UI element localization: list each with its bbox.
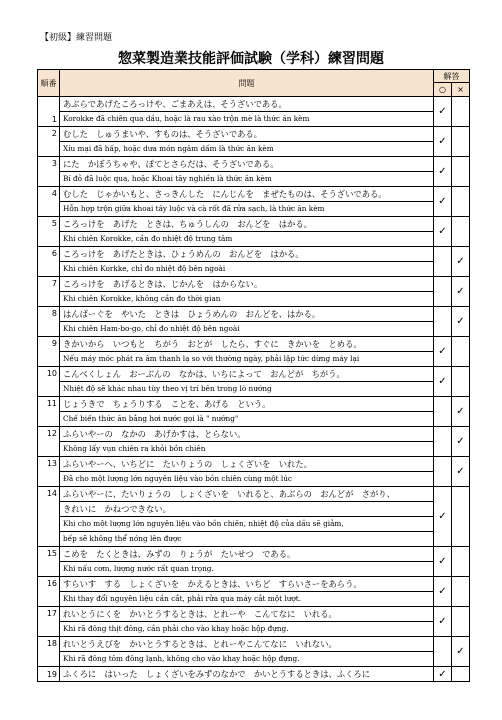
answer-wrong-cell (452, 457, 470, 487)
check-mark-icon: ✓ (456, 406, 465, 417)
answer-wrong-cell (452, 367, 470, 397)
check-mark-icon: ✓ (438, 226, 447, 237)
answer-correct-cell (434, 337, 452, 367)
table-row (38, 337, 470, 352)
table-row (38, 187, 470, 202)
check-mark-icon: ✓ (438, 196, 447, 207)
table-row (38, 382, 470, 397)
table-row (38, 367, 470, 382)
answer-wrong-cell (452, 487, 470, 547)
answer-wrong-cell (452, 307, 470, 337)
table-row (38, 307, 470, 322)
question-text-jp: にた かぼうちゃや、ぽてとさらだは、そうざいである。 (60, 157, 434, 172)
check-mark-icon: ✓ (456, 646, 465, 657)
table-row (38, 517, 470, 532)
question-text-jp: むした しゅうまいや、すものは、そうざいである。 (60, 127, 434, 142)
question-number: 18 (38, 637, 60, 667)
table-row (38, 562, 470, 577)
question-text-jp: こめを たくときは、みずの りょうが たいせつ である。 (60, 547, 434, 562)
question-text-jp: はんばーぐを やいた ときは ひょうめんの おんどを、はかる。 (60, 307, 434, 322)
question-number: 16 (38, 577, 60, 607)
question-text-vi: Hỗn hợp trộn giữa khoai tây luộc và cà rốt đã rửa sạch, là thức ăn kèm (60, 202, 434, 217)
question-text-vi: Không lấy vụn chiên ra khỏi bồn chiên (60, 442, 434, 457)
question-text-vi: Khi chiên Korokke, cần đo nhiệt độ trung tâm (60, 232, 434, 247)
question-text-jp: ころっけを あげるときは、じかんを はからない。 (60, 277, 434, 292)
answer-wrong-cell (452, 607, 470, 637)
question-number: 12 (38, 427, 60, 457)
table-row (38, 412, 470, 427)
check-mark-icon: ✓ (438, 616, 447, 627)
question-text-vi: bếp sẽ không thể nóng lên được (60, 532, 434, 547)
answer-correct-cell (434, 487, 452, 547)
table-row (38, 127, 470, 142)
question-text-vi: Chế biến thức ăn bằng hơi nước gọi là " nướng" (60, 412, 434, 427)
table-row (38, 532, 470, 547)
table-row (38, 637, 470, 652)
table-row (38, 292, 470, 307)
question-text-vi: Khi chiên Korkke, chỉ đo nhiệt độ bên ngoài (60, 262, 434, 277)
question-text-vi: Khi nấu cơm, lượng nước rất quan trọng. (60, 562, 434, 577)
question-text-jp: ころっけを あげたときは、ひょうめんの おんどを はかる。 (60, 247, 434, 262)
answer-wrong-cell (452, 577, 470, 607)
question-text-vi: Khi chiên Korokke, không cần đo thời gian (60, 292, 434, 307)
check-mark-icon: ✓ (456, 436, 465, 447)
answer-correct-cell (434, 367, 452, 397)
document-title: 惣菜製造業技能評価試験（学科）練習問題 (118, 51, 384, 67)
table-row (38, 457, 470, 472)
question-text-jp: ふらいやーに、たいりょうの しょくざいを いれると、あぶらの おんどが さがり、 (60, 487, 434, 502)
question-text-jp: きかいから いつもと ちがう おとが したら、すぐに きかいを とめる。 (60, 337, 434, 352)
answer-wrong-cell (452, 637, 470, 667)
table-row (38, 322, 470, 337)
question-text-jp: むした じゃかいもと、さっきんした にんじんを まぜたものは、そうざいである。 (60, 187, 434, 202)
check-mark-icon: ✓ (438, 376, 447, 387)
table-row (38, 547, 470, 562)
answer-correct-cell (434, 187, 452, 217)
table-row (38, 607, 470, 622)
table-row (38, 277, 470, 292)
table-row (38, 502, 470, 517)
answer-correct-cell (434, 547, 452, 577)
table-row (38, 667, 470, 682)
question-number: 4 (38, 187, 60, 217)
table-row (38, 397, 470, 412)
table-row (38, 442, 470, 457)
answer-correct-cell (434, 427, 452, 457)
question-text-jp: ふくろに はいった しょくざいをみずのなかで かいとうするときは、ふくろに (60, 667, 434, 682)
question-text-jp: すらいす する しょくざいを かえるときは、いちど すらいさーをあらう。 (60, 577, 434, 592)
question-text-vi: Khi chiên Ham-bo-go, chỉ đo nhiệt độ bên ngoài (60, 322, 434, 337)
answer-wrong-cell (452, 667, 470, 682)
check-mark-icon: ✓ (438, 586, 447, 597)
answer-correct-cell (434, 577, 452, 607)
answer-correct-cell (434, 457, 452, 487)
question-number: 10 (38, 367, 60, 397)
answer-correct-cell (434, 307, 452, 337)
answer-correct-cell (434, 607, 452, 637)
answer-correct-cell (434, 157, 452, 187)
answer-wrong-cell (452, 217, 470, 247)
question-text-vi: Korokke đã chiên qua dầu, hoặc là rau xào trộn mè là thức ăn kèm (60, 112, 434, 127)
question-text-jp: れいとうえびを かいとうするときは、とれーやこんてなに いれない。 (60, 637, 434, 652)
answer-wrong-cell (452, 157, 470, 187)
header-correct: ○ (434, 83, 452, 97)
question-number: 5 (38, 217, 60, 247)
check-mark-icon: ✓ (438, 136, 447, 147)
question-text-vi: Khi thay đổi nguyên liệu cần cắt, phải rửa qua máy cắt một lượt. (60, 592, 434, 607)
answer-wrong-cell (452, 427, 470, 457)
table-row (38, 487, 470, 502)
question-number: 6 (38, 247, 60, 277)
check-mark-icon: ✓ (438, 556, 447, 567)
question-number: 14 (38, 487, 60, 547)
table-row (38, 577, 470, 592)
header-question: 問題 (60, 70, 434, 97)
question-number: 1 (38, 97, 60, 127)
question-text-jp: ふらいやーの なかの あげかすは、とらない。 (60, 427, 434, 442)
question-text-vi: Nếu máy móc phát ra âm thanh lạ so với thường ngày, phải lập tức dừng máy lại (60, 352, 434, 367)
table-row (38, 202, 470, 217)
question-number: 2 (38, 127, 60, 157)
answer-correct-cell (434, 397, 452, 427)
question-text-jp: ふらいやーへ、いちどに たいりょうの しょくざいを いれた。 (60, 457, 434, 472)
table-row (38, 112, 470, 127)
question-list (38, 97, 470, 682)
check-mark-icon: ✓ (438, 106, 447, 117)
check-mark-icon: ✓ (456, 286, 465, 297)
question-number: 17 (38, 607, 60, 637)
table-row (38, 652, 470, 667)
header-answer: 解答 (434, 70, 470, 83)
table-row (38, 97, 470, 112)
level-tag: 【初級】練習問題 (40, 33, 113, 43)
answer-wrong-cell (452, 127, 470, 157)
question-text-vi: Khi rã đông tôm đông lạnh, không cho vào khay hoặc hộp đựng. (60, 652, 434, 667)
answer-correct-cell (434, 247, 452, 277)
check-mark-icon: ✓ (456, 256, 465, 267)
check-mark-icon: ✓ (438, 668, 447, 680)
answer-correct-cell (434, 277, 452, 307)
question-text-vi: Bí đỏ đã luộc qua, hoặc Khoai tây nghiền là thức ăn kèm (60, 172, 434, 187)
question-number: 11 (38, 397, 60, 427)
table-row (38, 172, 470, 187)
answer-wrong-cell (452, 337, 470, 367)
answer-correct-cell (434, 637, 452, 667)
check-mark-icon: ✓ (456, 466, 465, 477)
answer-wrong-cell (452, 397, 470, 427)
question-number: 15 (38, 547, 60, 577)
answer-correct-cell (434, 667, 452, 682)
answer-correct-cell (434, 217, 452, 247)
question-text-vi: Khi rã đông thịt đông, cần phải cho vào khay hoặc hộp đựng. (60, 622, 434, 637)
table-row (38, 592, 470, 607)
table-row (38, 142, 470, 157)
question-number: 3 (38, 157, 60, 187)
table-row (38, 622, 470, 637)
question-text-jp: れいとうにくを かいとうするときは、とれーや こんてなに いれる。 (60, 607, 434, 622)
header-number: 順番 (38, 70, 60, 97)
answer-wrong-cell (452, 187, 470, 217)
question-text-jp: ころっけを あげた ときは、ちゅうしんの おんどを はかる。 (60, 217, 434, 232)
table-row (38, 157, 470, 172)
question-text-jp: じょうきで ちょうりする ことを、あげる という。 (60, 397, 434, 412)
table-row (38, 352, 470, 367)
check-mark-icon: ✓ (438, 166, 447, 177)
question-number: 8 (38, 307, 60, 337)
question-text-vi: Nhiệt độ sẽ khác nhau tùy theo vị trí bên trong lò nướng (60, 382, 434, 397)
question-number: 19 (38, 667, 60, 682)
question-number: 13 (38, 457, 60, 487)
question-number: 9 (38, 337, 60, 367)
table-row (38, 472, 470, 487)
table-row (38, 427, 470, 442)
check-mark-icon: ✓ (438, 346, 447, 357)
answer-wrong-cell (452, 97, 470, 127)
header-wrong: × (452, 83, 470, 97)
table-row (38, 232, 470, 247)
answer-wrong-cell (452, 547, 470, 577)
table-row (38, 262, 470, 277)
check-mark-icon: ✓ (456, 316, 465, 327)
question-text-jp: こんべくしょん おーぶんの なかは、いちによって おんどが ちがう。 (60, 367, 434, 382)
table-row (38, 247, 470, 262)
question-text-vi: Khi cho một lượng lớn nguyên liệu vào bồn chiên, nhiệt độ của dầu sẽ giảm, (60, 517, 434, 532)
check-mark-icon: ✓ (438, 511, 447, 522)
question-text-jp: あぶらであげたころっけや、ごまあえは、そうざいである。 (60, 97, 434, 112)
answer-correct-cell (434, 127, 452, 157)
question-text-vi: Xíu mại đã hấp, hoặc dưa món ngâm dấm là thức ăn kèm (60, 142, 434, 157)
question-table (37, 69, 470, 682)
answer-correct-cell (434, 97, 452, 127)
question-text-jp: きれいに かねつできない。 (60, 502, 434, 517)
question-number: 7 (38, 277, 60, 307)
answer-wrong-cell (452, 247, 470, 277)
answer-wrong-cell (452, 277, 470, 307)
table-row (38, 217, 470, 232)
question-text-vi: Đã cho một lượng lớn nguyên liệu vào bồn chiên cùng một lúc (60, 472, 434, 487)
